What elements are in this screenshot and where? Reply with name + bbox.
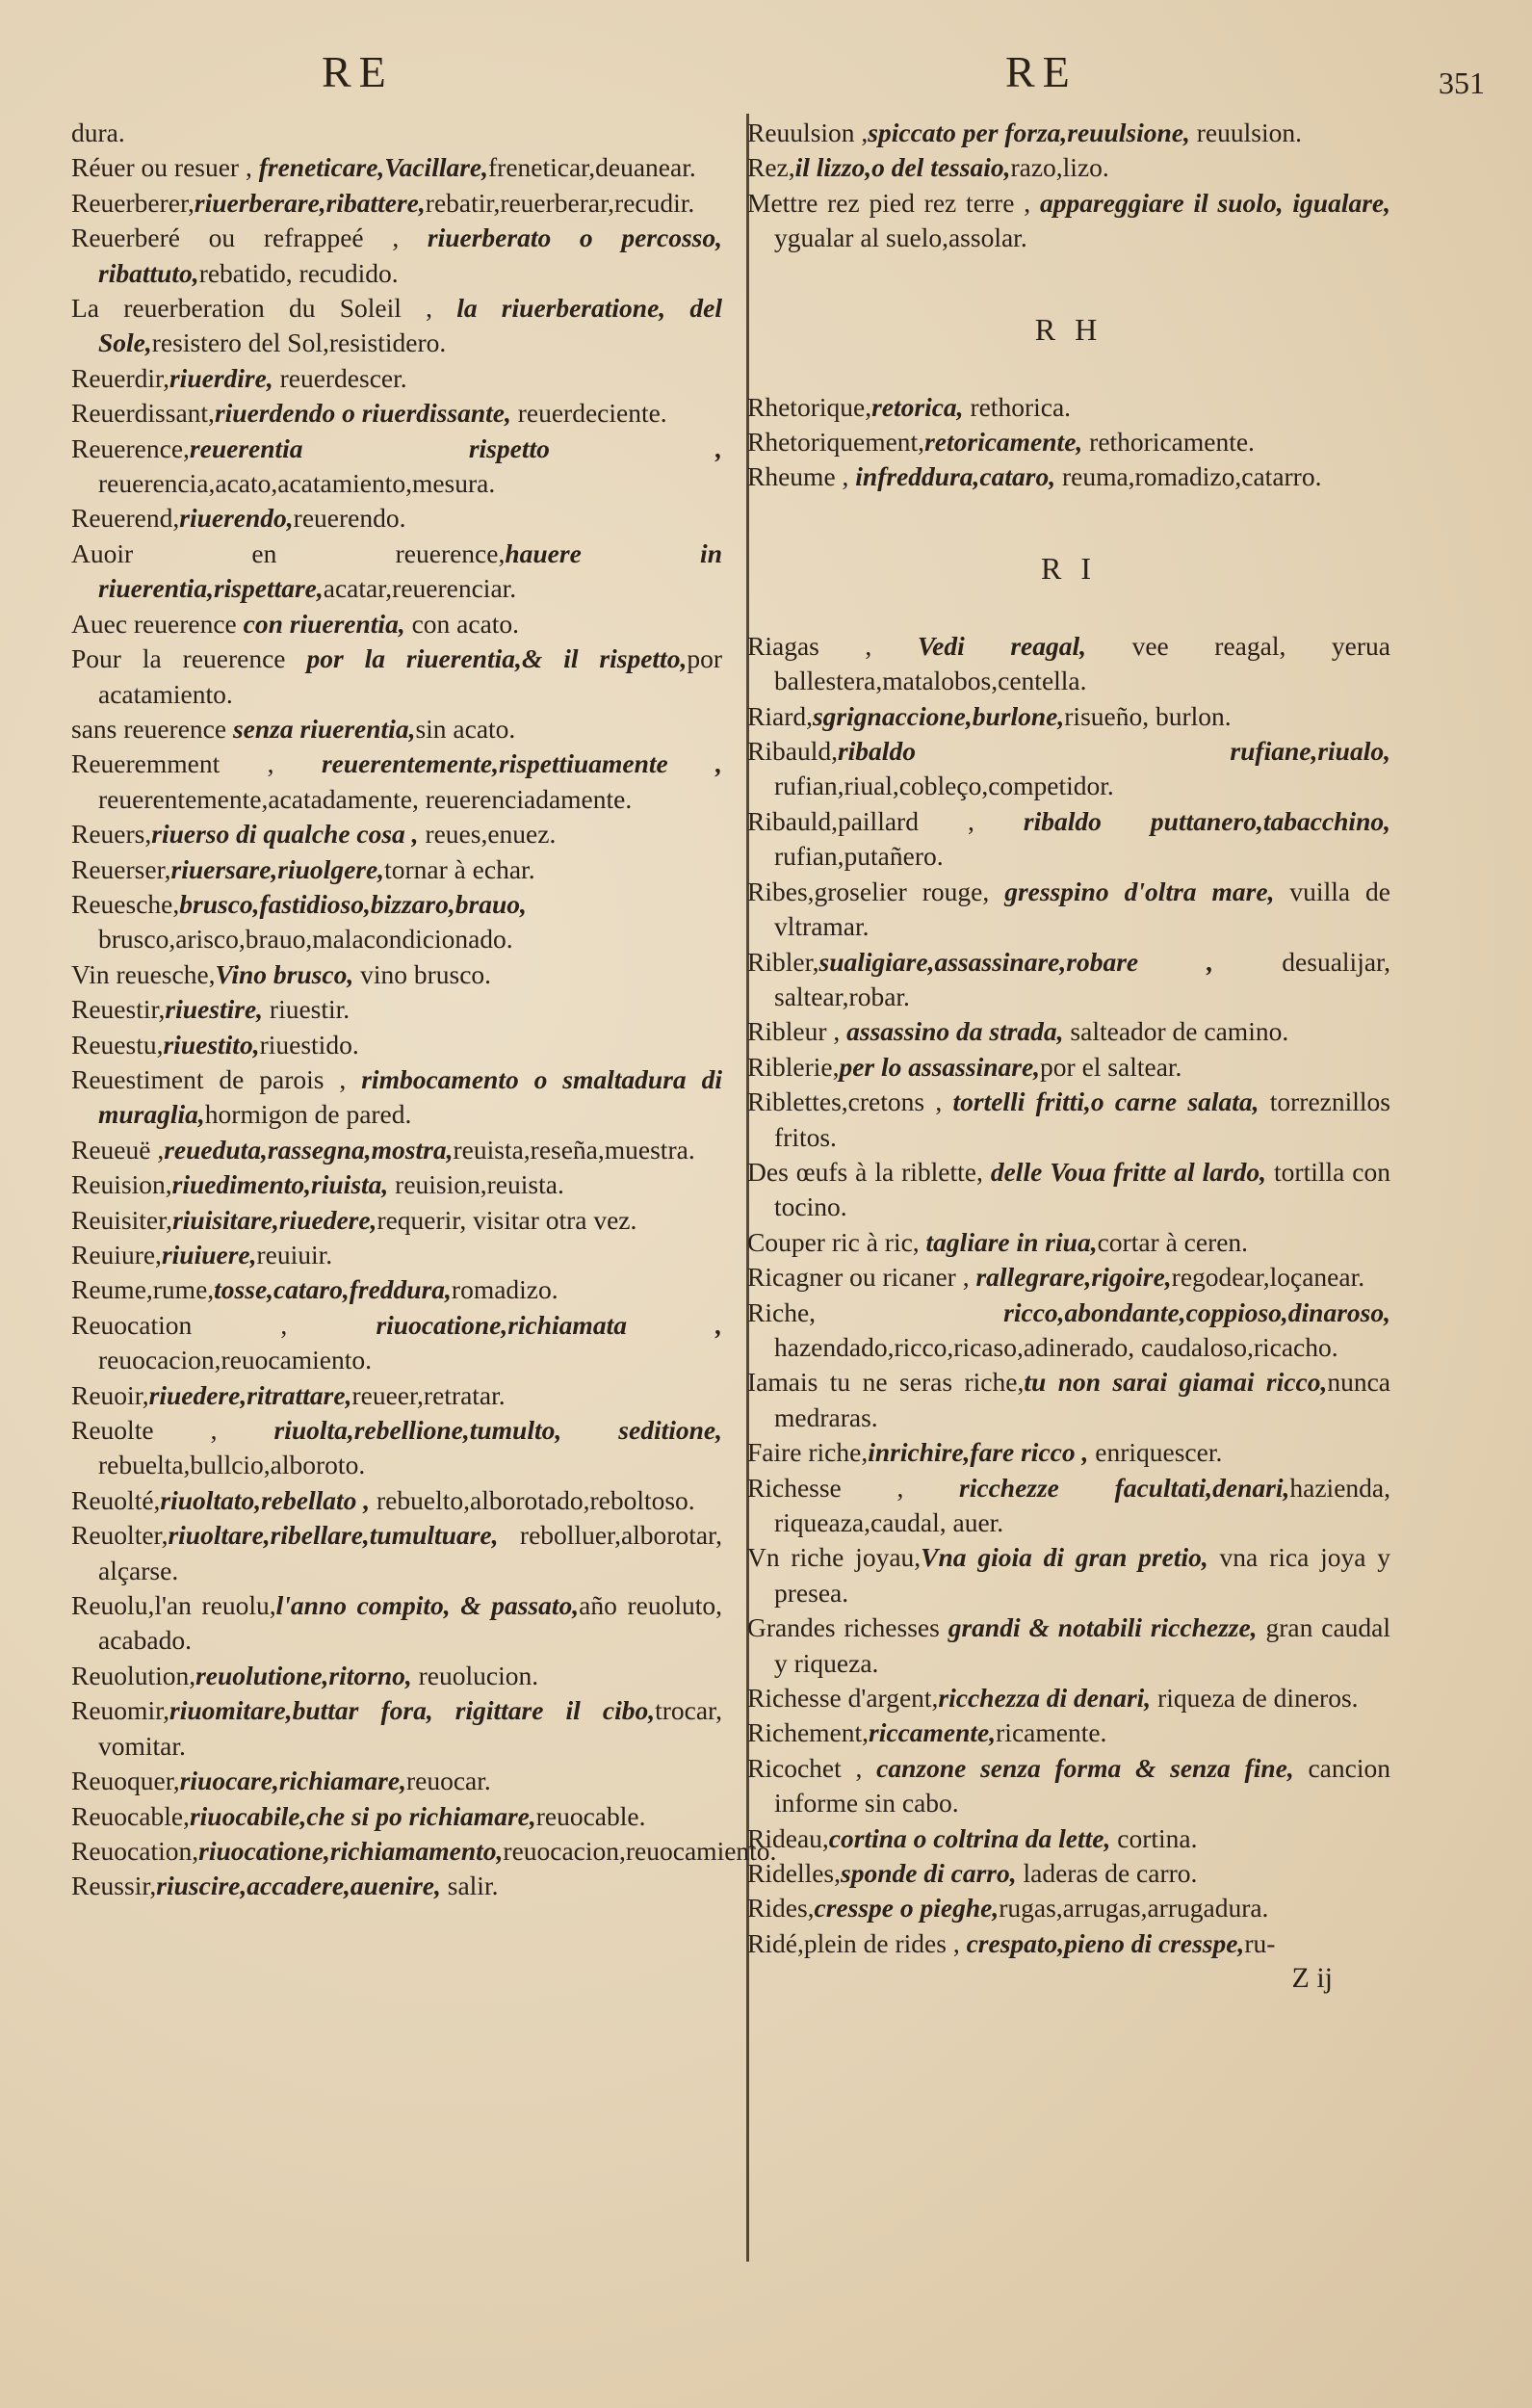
dictionary-entry: [747, 116, 1390, 150]
dictionary-entry: [71, 1518, 722, 1588]
entry-spanish: reuma,romadizo,catarro.: [1055, 461, 1322, 492]
entry-spanish: tornar à echar.: [384, 853, 535, 884]
entry-spanish: reueer,retratar.: [351, 1379, 506, 1410]
dictionary-entry: [71, 817, 722, 851]
entry-headword: Riblerie,: [747, 1051, 840, 1082]
entry-spanish: reuerdeciente.: [510, 398, 667, 429]
entry-headword: Reuerence,: [71, 432, 190, 463]
entry-italian: Vna gioia di gran pretio,: [921, 1542, 1208, 1573]
entry-spanish: reues,enuez.: [418, 819, 557, 850]
entry-italian: ricco,abondante,coppioso,dinaroso,: [1003, 1296, 1390, 1327]
entry-headword: Ribleur ,: [747, 1016, 847, 1047]
entry-italian: l'anno compito, & passato,: [275, 1590, 580, 1621]
entry-italian: spiccato per forza,reuulsione,: [868, 118, 1190, 147]
entry-italian: Vedi reagal,: [917, 630, 1086, 661]
entry-italian: reueduta,rassegna,mostra,: [164, 1134, 454, 1165]
dictionary-entry: [747, 804, 1390, 875]
entry-italian: riuestito,: [163, 1029, 260, 1060]
right-column: [747, 116, 1390, 1996]
entry-spanish: rugas,arrugas,arrugadura.: [999, 1893, 1269, 1924]
entry-headword: Reuolter,: [71, 1520, 169, 1551]
entry-spanish: romadizo.: [451, 1274, 558, 1305]
entry-spanish: rethorica.: [963, 391, 1072, 422]
entry-italian: riuerberato o percosso, ribattuto,: [98, 222, 722, 288]
entry-headword: Ridé,plein de rides ,: [747, 1927, 967, 1958]
dictionary-entry: [71, 186, 722, 221]
entry-headword: Iamais tu ne seras riche,: [747, 1367, 1025, 1398]
entry-headword: Reuocation ,: [71, 1309, 377, 1340]
entry-spanish: nunca medraras.: [774, 1367, 1390, 1432]
dictionary-entry: [71, 1272, 722, 1307]
entry-italian: il lizzo,o del tessaio,: [794, 152, 1011, 183]
entry-spanish: reuocar.: [405, 1766, 491, 1796]
dictionary-entry: [71, 150, 722, 185]
dictionary-entry: [747, 1610, 1390, 1681]
entry-italian: riuisitare,riuedere,: [172, 1204, 377, 1235]
dictionary-entry: [71, 1378, 722, 1413]
entry-spanish: vino brusco.: [353, 958, 492, 989]
dictionary-entry: [747, 1014, 1390, 1049]
entry-spanish: sin acato.: [415, 713, 516, 744]
dictionary-entry: [71, 1659, 722, 1693]
entry-italian: reuerentemente,rispettiuamente ,: [321, 748, 722, 779]
entry-italian: tagliare in riua,: [925, 1226, 1098, 1257]
entry-headword: Reussir,: [71, 1871, 157, 1901]
entry-headword: Reuolte ,: [71, 1415, 274, 1446]
dictionary-entry: [747, 1260, 1390, 1295]
entry-headword: dura.: [71, 118, 125, 147]
entry-italian: tosse,cataro,freddura,: [214, 1274, 452, 1305]
entry-headword: Faire riche,: [747, 1437, 869, 1468]
entry-italian: tu non sarai giamai ricco,: [1024, 1367, 1328, 1398]
entry-headword: Richesse d'argent,: [747, 1683, 939, 1714]
entry-spanish: requerir, visitar otra vez.: [377, 1204, 637, 1235]
dictionary-entry: [71, 1413, 722, 1483]
entry-headword: Auec reuerence: [71, 608, 244, 639]
entry-headword: Reueremment ,: [71, 748, 322, 779]
entry-headword: Richesse ,: [747, 1472, 960, 1503]
dictionary-entry: [71, 291, 722, 361]
entry-italian: crespato,pieno di cresspe,: [966, 1927, 1245, 1958]
entry-spanish: regodear,loçanear.: [1171, 1262, 1365, 1293]
dictionary-entry: [71, 501, 722, 536]
entry-headword: Rideau,: [747, 1822, 829, 1853]
dictionary-entry: [747, 390, 1390, 425]
entry-headword: Reuestu,: [71, 1029, 164, 1060]
entry-headword: Reuolution,: [71, 1660, 196, 1690]
entry-spanish: ru-: [1244, 1927, 1276, 1958]
entry-spanish: trocar, vomitar.: [98, 1695, 722, 1761]
running-head-right: RE: [1005, 47, 1078, 96]
entry-italian: grandi & notabili ricchezze,: [948, 1612, 1258, 1643]
entry-italian: retorica,: [871, 391, 964, 422]
entry-spanish: reuolucion.: [411, 1660, 539, 1690]
entry-italian: Vino brusco,: [215, 958, 354, 989]
entry-headword: Reuulsion ,: [747, 118, 869, 147]
entry-spanish: riqueza de dineros.: [1151, 1683, 1359, 1714]
entry-italian: riuerendo,: [179, 503, 294, 534]
entry-spanish: brusco,arisco,brauo,malacondicionado.: [98, 924, 513, 955]
dictionary-entry: [747, 1365, 1390, 1435]
entry-spanish: risueño, burlon.: [1064, 700, 1232, 731]
dictionary-entry: [747, 1471, 1390, 1541]
section-heading-rh: R H: [1034, 311, 1104, 347]
entry-headword: Vin reuesche,: [71, 958, 216, 989]
dictionary-entry: [71, 992, 722, 1027]
dictionary-entry: [71, 221, 722, 291]
entry-spanish: vuilla de vltramar.: [774, 876, 1390, 942]
entry-headword: Reuocable,: [71, 1800, 190, 1831]
entry-spanish: reuista,reseña,muestra.: [453, 1134, 695, 1165]
entry-italian: sponde di carro,: [841, 1858, 1017, 1889]
entry-italian: reuerentia rispetto ,: [189, 432, 722, 463]
entry-italian: appareggiare il suolo, igualare,: [1039, 187, 1390, 218]
dictionary-entry: [71, 432, 722, 502]
entry-italian: sualigiare,assassinare,robare ,: [818, 946, 1214, 977]
dictionary-entry: [747, 1155, 1390, 1225]
entry-italian: ribaldo puttanero,tabacchino,: [1023, 805, 1390, 836]
entry-headword: Reuestiment de parois ,: [71, 1063, 362, 1094]
entry-spanish: rufian,riual,cobleço,competidor.: [774, 771, 1114, 801]
entry-spanish: rebuelta,bullcio,alboroto.: [98, 1450, 366, 1480]
entry-italian: riuoltato,rebellato ,: [160, 1484, 371, 1515]
entry-italian: rallegrare,rigoire,: [975, 1262, 1172, 1293]
entry-italian: riccamente,: [869, 1717, 997, 1748]
entry-italian: infreddura,cataro,: [855, 461, 1056, 492]
entry-spanish: reuiuir.: [256, 1240, 333, 1269]
dictionary-entry: [71, 1308, 722, 1378]
entry-spanish: por el saltear.: [1040, 1051, 1182, 1082]
entry-spanish: cortar à ceren.: [1097, 1226, 1249, 1257]
entry-italian: riuocare,richiamare,: [179, 1766, 406, 1796]
entry-headword: Auoir en reuerence,: [71, 537, 506, 568]
entry-headword: Ricochet ,: [747, 1752, 877, 1783]
dictionary-entry: [71, 1238, 722, 1272]
dictionary-entry: [747, 1821, 1390, 1856]
entry-spanish: riuestir.: [263, 994, 351, 1025]
entry-spanish: gran caudal y riqueza.: [774, 1612, 1390, 1678]
entry-italian: riuocatione,richiamamento,: [198, 1835, 504, 1866]
dictionary-entry: [747, 1225, 1390, 1260]
entry-spanish: salir.: [440, 1871, 499, 1901]
dictionary-entry: [747, 1926, 1390, 1961]
entry-headword: Mettre rez pied rez terre ,: [747, 187, 1040, 218]
entry-spanish: reuision,reuista.: [388, 1169, 564, 1200]
entry-headword: Reuolu,l'an reuolu,: [71, 1590, 276, 1621]
entry-italian: riuocabile,che si po richiamare,: [189, 1800, 536, 1831]
entry-spanish: vee reagal, yerua ballestera,matalobos,centella.: [774, 630, 1390, 696]
dictionary-entry: [71, 1834, 777, 1869]
entry-spanish: año reuoluto, acabado.: [98, 1590, 722, 1656]
dictionary-entry: [71, 1799, 722, 1834]
entry-spanish: torreznillos fritos.: [774, 1086, 1390, 1152]
entry-spanish: hormigon de pared.: [204, 1099, 412, 1130]
entry-spanish: por acatamiento.: [98, 643, 722, 709]
entry-headword: Reuerberé ou refrappeé ,: [71, 222, 428, 253]
entry-headword: Reuerberer,: [71, 187, 195, 218]
entry-headword: Ribler,: [747, 946, 819, 977]
entry-italian: retoricamente,: [924, 427, 1083, 458]
dictionary-entry: [747, 629, 1390, 699]
entry-italian: riuerdendo o riuerdissante,: [214, 398, 511, 429]
entry-italian: canzone senza forma & senza fine,: [876, 1752, 1294, 1783]
dictionary-entry: [747, 945, 1390, 1015]
dictionary-entry: [747, 875, 1390, 945]
dictionary-entry: [71, 607, 722, 641]
entry-spanish: razo,lizo.: [1010, 152, 1109, 183]
entry-spanish: rufian,putañero.: [774, 841, 944, 872]
entry-headword: Reuerser,: [71, 853, 171, 884]
entry-headword: Ribauld,paillard ,: [747, 805, 1024, 836]
entry-headword: Rides,: [747, 1893, 815, 1924]
entry-italian: por la riuerentia,& il rispetto,: [306, 643, 688, 674]
dictionary-entry: [747, 1751, 1390, 1821]
entry-headword: Reuisiter,: [71, 1204, 173, 1235]
entry-italian: riuoltare,ribellare,tumultuare,: [168, 1520, 499, 1551]
entry-italian: freneticare,Vacillare,: [258, 152, 489, 183]
entries-ri: [747, 629, 1390, 1961]
entry-headword: Reuolté,: [71, 1484, 161, 1515]
entry-italian: riuolta,rebellione,tumulto, seditione,: [273, 1415, 722, 1446]
entry-italian: riuedere,ritrattare,: [148, 1379, 352, 1410]
entry-headword: Vn riche joyau,: [747, 1542, 922, 1573]
entry-italian: cortina o coltrina da lette,: [828, 1822, 1111, 1853]
dictionary-entry: [747, 1435, 1390, 1470]
entry-italian: riuiuere,: [161, 1240, 257, 1269]
entry-headword: Reuerdir,: [71, 362, 169, 393]
entry-headword: Ribauld,: [747, 736, 838, 767]
dictionary-entry: [747, 186, 1390, 256]
entry-spanish: cancion informe sin cabo.: [774, 1752, 1390, 1819]
entry-headword: Reuoir,: [71, 1379, 149, 1410]
entry-spanish: ricamente.: [996, 1717, 1107, 1748]
entry-headword: Reuerdissant,: [71, 398, 215, 429]
entry-headword: Rheume ,: [747, 461, 856, 492]
dictionary-entry: [71, 1133, 722, 1167]
dictionary-entry: [71, 641, 722, 712]
entry-italian: riuersare,riuolgere,: [170, 853, 385, 884]
entry-spanish: acatar,reuerenciar.: [323, 573, 517, 604]
entry-headword: Reuiure,: [71, 1240, 162, 1269]
entry-spanish: desualijar, saltear,robar.: [774, 946, 1390, 1011]
entry-headword: Reuocation,: [71, 1835, 199, 1866]
entry-spanish: rebuelto,alborotado,reboltoso.: [370, 1484, 695, 1515]
entry-headword: Réuer ou resuer ,: [71, 152, 259, 183]
entry-italian: ricchezze facultati,denari,: [959, 1472, 1290, 1503]
entry-italian: la riuerberatione, del Sole,: [98, 293, 722, 358]
entry-spanish: enriquescer.: [1088, 1437, 1223, 1468]
dictionary-entry: [747, 150, 1390, 185]
dictionary-entry: [747, 1540, 1390, 1610]
entry-headword: Ricagner ou ricaner ,: [747, 1262, 976, 1293]
entry-headword: Reuomir,: [71, 1695, 170, 1726]
entries-rh: [747, 390, 1390, 495]
entry-spanish: reuerencia,acato,acatamiento,mesura.: [98, 468, 496, 499]
dictionary-entry: [71, 396, 722, 431]
entry-headword: Couper ric à ric,: [747, 1226, 926, 1257]
entry-spanish: rebatido, recudido.: [198, 257, 399, 288]
entry-spanish: hazendado,ricco,ricaso,adinerado, caudaloso,ricacho.: [774, 1331, 1338, 1362]
dictionary-entry: [71, 1869, 722, 1903]
entry-spanish: reuulsion.: [1189, 118, 1302, 147]
dictionary-entry: [71, 1203, 722, 1238]
entry-headword: Ridelles,: [747, 1858, 842, 1889]
dictionary-entry: [747, 1296, 1390, 1366]
entry-italian: riuocatione,richiamata ,: [376, 1309, 723, 1340]
entry-spanish: tortilla con tocino.: [774, 1156, 1391, 1222]
entry-headword: Reuision,: [71, 1169, 172, 1200]
dictionary-entry: [747, 734, 1390, 804]
entry-spanish: vna rica joya y presea.: [774, 1542, 1390, 1608]
dictionary-entry: [747, 425, 1390, 459]
entry-headword: Reume,rume,: [71, 1274, 215, 1305]
entry-italian: cresspe o pieghe,: [814, 1893, 1000, 1924]
entry-italian: delle Voua fritte al lardo,: [990, 1156, 1267, 1187]
entry-spanish: reuocable.: [535, 1800, 646, 1831]
entry-spanish: reuerdescer.: [273, 362, 407, 393]
entry-italian: per lo assassinare,: [839, 1051, 1041, 1082]
entry-headword: Reuerend,: [71, 503, 180, 534]
entry-headword: Pour la reuerence: [71, 643, 307, 674]
entry-spanish: rebolluer,alborotar, alçarse.: [98, 1520, 722, 1585]
dictionary-entry: [71, 957, 722, 992]
entry-headword: sans reuerence: [71, 713, 233, 744]
entry-spanish: freneticar,deuanear.: [488, 152, 696, 183]
dictionary-entry: [71, 852, 722, 887]
dictionary-entry: [71, 537, 722, 607]
entry-headword: Des œufs à la riblette,: [747, 1156, 991, 1187]
page-number: 351: [1439, 65, 1485, 100]
dictionary-entry: [71, 712, 722, 746]
entry-headword: Rhetoriquement,: [747, 427, 925, 458]
entry-spanish: resistero del Sol,resistidero.: [151, 327, 447, 358]
entry-italian: riuscire,accadere,auenire,: [156, 1871, 441, 1901]
dictionary-entry: [71, 1062, 722, 1133]
entry-headword: Reuesche,: [71, 888, 180, 919]
entry-spanish: reuerendo.: [293, 503, 406, 534]
entry-spanish: riuestido.: [259, 1029, 359, 1060]
entry-italian: gresspino d'oltra mare,: [1004, 876, 1275, 906]
entry-spanish: ygualar al suelo,assolar.: [774, 222, 1027, 253]
entry-italian: riuerdire,: [169, 362, 273, 393]
dictionary-entry: [71, 1764, 722, 1798]
entry-headword: Riche,: [747, 1296, 1004, 1327]
entry-italian: reuolutione,ritorno,: [195, 1660, 412, 1690]
dictionary-entry: [747, 459, 1390, 494]
entry-spanish: salteador de camino.: [1063, 1016, 1289, 1047]
entry-headword: Reuers,: [71, 819, 152, 850]
entry-italian: senza riuerentia,: [232, 713, 416, 744]
entry-headword: Reueuë ,: [71, 1134, 165, 1165]
entry-italian: inrichire,fare ricco ,: [868, 1437, 1089, 1468]
dictionary-entry: [71, 1028, 722, 1062]
dictionary-entry: [747, 1681, 1390, 1715]
entry-spanish: rebatir,reuerberar,recudir.: [425, 187, 695, 218]
entry-headword: Riard,: [747, 700, 813, 731]
entry-italian: brusco,fastidioso,bizzaro,brauo,: [179, 888, 527, 919]
entry-spanish: hazienda, riqueaza,caudal, auer.: [774, 1472, 1390, 1537]
signature-mark: Z ij: [1291, 1962, 1333, 1995]
entry-headword: Rhetorique,: [747, 391, 872, 422]
section-heading-ri: R I: [1041, 550, 1097, 586]
dictionary-entry: [747, 699, 1390, 734]
dictionary-entry: [747, 1891, 1390, 1925]
entry-italian: riuedimento,riuista,: [171, 1169, 389, 1200]
entries-re-continued: [747, 116, 1390, 256]
entry-italian: rimbocamento o smaltadura di muraglia,: [98, 1063, 722, 1130]
dictionary-entry: [71, 887, 722, 957]
running-head-left: RE: [322, 47, 394, 96]
entry-headword: Riagas ,: [747, 630, 918, 661]
dictionary-entry: [71, 1693, 722, 1764]
entry-spanish: cortina.: [1110, 1822, 1198, 1853]
entry-italian: ricchezza di denari,: [938, 1683, 1152, 1714]
dictionary-entry: [71, 116, 722, 150]
entry-italian: tortelli fritti,o carne salata,: [952, 1086, 1259, 1117]
entry-italian: riuomitare,buttar fora, rigittare il cibo,: [169, 1695, 656, 1726]
entry-spanish: con acato.: [404, 608, 520, 639]
entry-italian: ribaldo rufiane,riualo,: [837, 736, 1390, 767]
entry-italian: hauere in riuerentia,rispettare,: [98, 537, 722, 604]
entry-headword: Riblettes,cretons ,: [747, 1086, 953, 1117]
entry-spanish: reuocacion,reuocamiento.: [98, 1345, 373, 1375]
entry-italian: riuestire,: [165, 994, 264, 1025]
entry-headword: Rez,: [747, 152, 795, 183]
entry-spanish: laderas de carro.: [1016, 1858, 1198, 1889]
entry-headword: La reuerberation du Soleil ,: [71, 293, 457, 324]
entry-headword: Richement,: [747, 1717, 870, 1748]
dictionary-entry: [747, 1085, 1390, 1155]
dictionary-entry: [71, 1483, 722, 1518]
dictionary-entry: [71, 1167, 722, 1202]
entry-italian: assassino da strada,: [846, 1016, 1064, 1047]
entry-headword: Grandes richesses: [747, 1612, 948, 1643]
entry-headword: Reuoquer,: [71, 1766, 180, 1796]
dictionary-entry: [71, 1588, 722, 1659]
dictionary-entry: [71, 746, 722, 817]
entry-headword: Ribes,groselier rouge,: [747, 876, 1005, 906]
entry-italian: con riuerentia,: [243, 608, 405, 639]
dictionary-entry: [747, 1715, 1390, 1750]
dictionary-entry: [71, 361, 722, 396]
entry-headword: Reuestir,: [71, 994, 166, 1025]
entry-italian: riuerberare,ribattere,: [194, 187, 426, 218]
dictionary-entry: [747, 1856, 1390, 1891]
entry-spanish: rethoricamente.: [1082, 427, 1255, 458]
entry-italian: sgrignaccione,burlone,: [812, 700, 1065, 731]
entry-spanish: reuerentemente,acatadamente, reuerenciadamente.: [98, 783, 633, 814]
entry-spanish: reuocacion,reuocamiento.: [503, 1835, 777, 1866]
entry-italian: riuerso di qualche cosa ,: [151, 819, 419, 850]
dictionary-entry: [747, 1050, 1390, 1085]
